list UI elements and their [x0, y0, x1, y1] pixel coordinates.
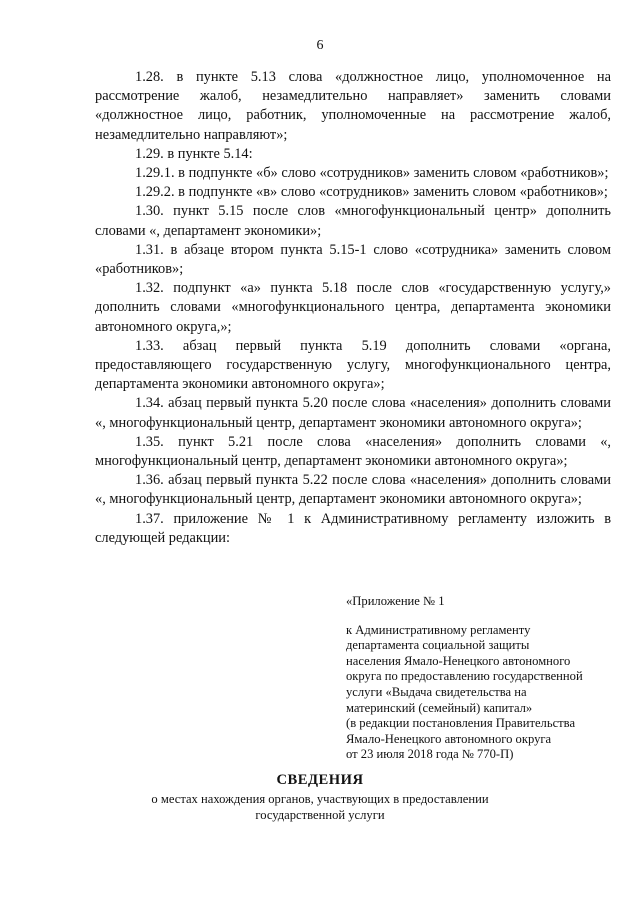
paragraph-1-29-1: 1.29.1. в подпункте «б» слово «сотрудников» заменить словом «работников»;: [135, 165, 609, 182]
paragraph-1-33: 1.33. абзац первый пункта 5.19 дополнить словами «органа, предоставляющего государственную услугу, многофункционального центра, департамента экономики автономного округа»;: [95, 337, 611, 393]
paragraph-1-35: 1.35. пункт 5.21 после слова «населения» дополнить словами «, многофункциональный центр, департамент экономики автономного округа»;: [95, 433, 611, 470]
appendix-line: Ямало-Ненецкого автономного округа: [346, 731, 552, 746]
heading-title: СВЕДЕНИЯ: [276, 772, 364, 788]
appendix-line: департамента социальной защиты: [346, 638, 530, 653]
page-number: 6: [316, 38, 324, 53]
appendix-line: материнский (семейный) капитал»: [346, 700, 533, 715]
paragraph-1-29-2: 1.29.2. в подпункте «в» слово «сотрудников» заменить словом «работников»;: [135, 184, 608, 201]
appendix-line: округа по предоставлению государственной: [346, 669, 583, 684]
appendix-line: услуги «Выдача свидетельства на: [346, 684, 527, 699]
appendix-line: от 23 июля 2018 года № 770-П): [346, 747, 514, 762]
paragraph-1-34: 1.34. абзац первый пункта 5.20 после слова «населения» дополнить словами «, многофункциональный центр, департамент экономики автономного округа»;: [95, 395, 611, 431]
paragraph-1-32: 1.32. подпункт «а» пункта 5.18 после слов «государственную услугу,» дополнить словами «многофункционального центра, департамента экономики автономного округа,»;: [95, 280, 611, 335]
appendix-title: «Приложение № 1: [346, 594, 445, 608]
paragraph-1-29: 1.29. в пункте 5.14:: [135, 145, 253, 162]
paragraph-1-31: 1.31. в абзаце втором пункта 5.15-1 слово «сотрудника» заменить словом «работников»;: [95, 241, 611, 278]
paragraph-1-36: 1.36. абзац первый пункта 5.22 после слова «населения» дополнить словами «, многофункциональный центр, департамент экономики автономного округа»;: [95, 472, 611, 508]
appendix-line: населения Ямало-Ненецкого автономного: [346, 653, 571, 668]
paragraph-1-28: 1.28. в пункте 5.13 слова «должностное лицо, уполномоченное на рассмотрение жалоб, незамедлительно направляет» заменить словами «должностное лицо, работник, уполномоченные на рассмотрение жалоб, незамедлительно направляют»;: [95, 69, 611, 143]
amendments-list: [95, 68, 611, 548]
appendix-header: [346, 594, 614, 763]
paragraph-1-30: 1.30. пункт 5.15 после слов «многофункциональный центр» дополнить словами «, департамент экономики»;: [95, 203, 611, 239]
paragraph-1-37: 1.37. приложение № 1 к Административному регламенту изложить в следующей редакции:: [95, 510, 611, 546]
appendix-line: к Административному регламенту: [346, 622, 531, 637]
appendix-line: (в редакции постановления Правительства: [346, 716, 576, 731]
heading-subtitle-line: о местах нахождения органов, участвующих в предоставлении: [151, 792, 489, 806]
section-heading: [0, 772, 640, 823]
heading-subtitle-line: государственной услуги: [255, 808, 385, 822]
